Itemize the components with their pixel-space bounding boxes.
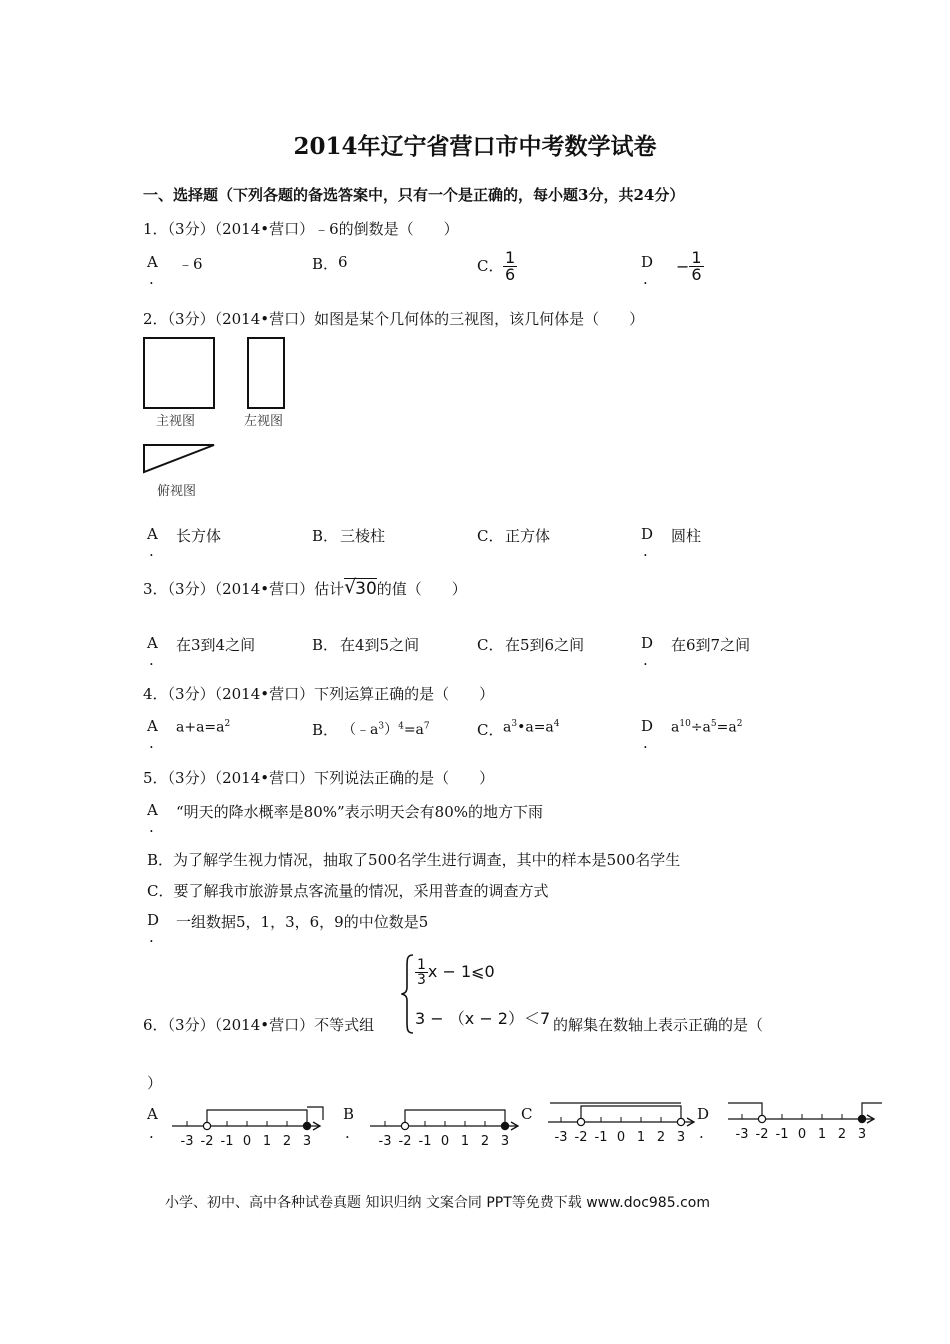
ray-left bbox=[728, 1103, 762, 1119]
q1-option-b-label: B． bbox=[312, 255, 339, 273]
tick-label: 1 bbox=[460, 1134, 470, 1149]
q4-option-c: $a^3•a=a^4$ bbox=[503, 719, 560, 736]
q4-option-d-label: D bbox=[641, 717, 654, 735]
q3-option-d-dot: . bbox=[643, 651, 648, 669]
tick-label: -2 bbox=[755, 1127, 769, 1142]
endpoint-3 bbox=[303, 1122, 310, 1129]
q2-option-a-label: A bbox=[147, 525, 158, 543]
tick-label: -1 bbox=[418, 1134, 432, 1149]
q6-stem-after: 的解集在数轴上表示正确的是（ bbox=[553, 1016, 764, 1034]
q6-option-c-label: C bbox=[521, 1105, 533, 1123]
q4-option-c-label: C． bbox=[477, 721, 504, 739]
tick-label: 3 bbox=[676, 1130, 686, 1145]
tick-label: -2 bbox=[574, 1130, 588, 1145]
q1-d-numerator: 1 bbox=[691, 248, 702, 267]
q1-option-b: 6 bbox=[338, 253, 348, 271]
q3-option-b-label: B． bbox=[312, 636, 339, 654]
tick-label: 1 bbox=[636, 1130, 646, 1145]
section-heading: 一、选择题（下列各题的备选答案中，只有一个是正确的，每小题3分，共24分） bbox=[143, 186, 685, 204]
sqrt-icon: √ bbox=[344, 576, 357, 598]
q2-option-c-label: C． bbox=[477, 527, 504, 545]
endpoint-3 bbox=[858, 1115, 865, 1122]
q5-option-d: 一组数据5，1，3，6，9的中位数是5 bbox=[176, 913, 429, 931]
q1-option-a-label: A bbox=[147, 253, 158, 271]
q6-option-b-dot: . bbox=[345, 1124, 350, 1142]
tick-label: 0 bbox=[797, 1127, 807, 1142]
tick-label: -1 bbox=[220, 1134, 234, 1149]
tick-label: -2 bbox=[398, 1134, 412, 1149]
footer-text: 小学、初中、高中各种试卷真题 知识归纳 文案合同 PPT等免费下载 www.doc985.com bbox=[165, 1195, 710, 1211]
page-title: 2014年辽宁省营口市中考数学试卷 bbox=[293, 133, 657, 160]
front-view-caption: 主视图 bbox=[156, 414, 196, 429]
q4-option-d-dot: . bbox=[643, 734, 648, 752]
q6-option-d-dot: . bbox=[699, 1124, 704, 1142]
tick-label: -3 bbox=[378, 1134, 392, 1149]
endpoint-minus-2 bbox=[203, 1122, 210, 1129]
ray-right bbox=[307, 1107, 323, 1120]
endpoint-3 bbox=[501, 1122, 508, 1129]
tick-label: 3 bbox=[302, 1134, 312, 1149]
solution-bracket bbox=[581, 1106, 681, 1122]
q1-option-c-label: C． bbox=[477, 257, 504, 275]
q1-option-a-dot: . bbox=[149, 270, 154, 288]
number-line-d bbox=[728, 1103, 882, 1142]
endpoint-minus-2 bbox=[577, 1118, 584, 1125]
tick-label: 2 bbox=[480, 1134, 490, 1149]
tick-label: -3 bbox=[735, 1127, 749, 1142]
tick-label: -1 bbox=[594, 1130, 608, 1145]
q3-stem-before: 3．（3分）（2014•营口）估计 bbox=[143, 580, 345, 598]
q5-option-a: “明天的降水概率是80%”表示明天会有80%的地方下雨 bbox=[176, 803, 544, 821]
q1-option-a: ﹣6 bbox=[178, 255, 203, 273]
left-view-caption: 左视图 bbox=[244, 414, 284, 429]
tick-label: -3 bbox=[554, 1130, 568, 1145]
top-view-caption: 俯视图 bbox=[157, 484, 197, 499]
q3-option-a-dot: . bbox=[149, 651, 154, 669]
q2-option-c: 正方体 bbox=[505, 527, 551, 545]
q1-c-denominator: 6 bbox=[505, 265, 516, 284]
q6-stem-end: ） bbox=[147, 1074, 163, 1092]
tick-label: -1 bbox=[775, 1127, 789, 1142]
tick-label: 2 bbox=[837, 1127, 847, 1142]
q4-option-d: $a^{10}\div a^5=a^2$ bbox=[671, 719, 743, 736]
q4-option-a-label: A bbox=[147, 717, 158, 735]
q6-option-a-dot: . bbox=[149, 1124, 154, 1142]
tick-label: 2 bbox=[282, 1134, 292, 1149]
q6-stem-before: 6．（3分）（2014•营口）不等式组 bbox=[143, 1016, 375, 1034]
q3-option-d-label: D bbox=[641, 634, 654, 652]
q1-d-denominator: 6 bbox=[691, 265, 702, 284]
q5-option-a-label: A bbox=[147, 801, 158, 819]
q3-stem-after: 的值（ ） bbox=[376, 580, 467, 598]
q2-option-b-label: B． bbox=[312, 527, 339, 545]
tick-label: 3 bbox=[500, 1134, 510, 1149]
q2-option-a-dot: . bbox=[149, 542, 154, 560]
tick-label: 2 bbox=[656, 1130, 666, 1145]
question-5-stem: 5．（3分）（2014•营口）下列说法正确的是（ ） bbox=[143, 769, 495, 787]
q3-option-a-label: A bbox=[147, 634, 158, 652]
sqrt-radicand: 30 bbox=[355, 579, 377, 599]
q3-option-d: 在6到7之间 bbox=[671, 636, 751, 654]
q4-option-a: $a+a=a^2$ bbox=[176, 719, 231, 736]
q6-option-a-label: A bbox=[147, 1105, 158, 1123]
number-line-a bbox=[172, 1107, 323, 1149]
q5-option-d-dot: . bbox=[149, 928, 154, 946]
q4-option-b: $(﹣a^3)^4=a^7$ bbox=[342, 721, 430, 738]
q3-option-a: 在3到4之间 bbox=[176, 636, 256, 654]
q1-d-sign: − bbox=[676, 256, 690, 276]
tick-label: 1 bbox=[262, 1134, 272, 1149]
q3-option-c: 在5到6之间 bbox=[505, 636, 585, 654]
tick-label: -2 bbox=[200, 1134, 214, 1149]
q2-option-d: 圆柱 bbox=[671, 527, 702, 545]
solution-bracket bbox=[207, 1110, 307, 1126]
solution-bracket bbox=[405, 1110, 505, 1126]
q4-option-a-dot: . bbox=[149, 734, 154, 752]
number-line-c bbox=[548, 1103, 694, 1145]
ineq1-denominator: 3 bbox=[417, 972, 426, 988]
q5-option-d-label: D bbox=[147, 911, 160, 929]
q2-option-d-dot: . bbox=[643, 542, 648, 560]
q1-c-numerator: 1 bbox=[505, 248, 516, 267]
q6-option-d-label: D bbox=[697, 1105, 710, 1123]
question-1-stem: 1．（3分）（2014•营口）﹣6的倒数是（ ） bbox=[143, 220, 459, 238]
q4-option-b-label: B． bbox=[312, 721, 339, 739]
tick-label: 0 bbox=[440, 1134, 450, 1149]
endpoint-3 bbox=[677, 1118, 684, 1125]
q5-option-b: B．为了解学生视力情况，抽取了500名学生进行调查，其中的样本是500名学生 bbox=[147, 851, 681, 869]
q2-option-b: 三棱柱 bbox=[340, 527, 386, 545]
number-line-b bbox=[370, 1110, 518, 1149]
endpoint-minus-2 bbox=[758, 1115, 765, 1122]
question-2-stem: 2．（3分）（2014•营口）如图是某个几何体的三视图，该几何体是（ ） bbox=[143, 310, 645, 328]
q5-option-c: C．要了解我市旅游景点客流量的情况，采用普查的调查方式 bbox=[147, 882, 549, 900]
q1-option-d-dot: . bbox=[643, 270, 648, 288]
q5-option-a-dot: . bbox=[149, 818, 154, 836]
inequality-2: 3 − （x − 2）＜7 bbox=[415, 1009, 551, 1028]
q2-option-d-label: D bbox=[641, 525, 654, 543]
q3-option-b: 在4到5之间 bbox=[340, 636, 420, 654]
tick-label: 0 bbox=[242, 1134, 252, 1149]
endpoint-minus-2 bbox=[401, 1122, 408, 1129]
tick-label: 0 bbox=[616, 1130, 626, 1145]
ineq1-numerator: 1 bbox=[417, 957, 426, 973]
tick-label: -3 bbox=[180, 1134, 194, 1149]
q2-option-a: 长方体 bbox=[176, 527, 222, 545]
tick-label: 1 bbox=[817, 1127, 827, 1142]
ineq1-rest: x − 1⩽0 bbox=[427, 962, 495, 981]
question-4-stem: 4．（3分）（2014•营口）下列运算正确的是（ ） bbox=[143, 685, 495, 703]
q6-option-b-label: B bbox=[343, 1105, 355, 1123]
tick-label: 3 bbox=[857, 1127, 867, 1142]
q3-option-c-label: C． bbox=[477, 636, 504, 654]
q1-option-d-label: D bbox=[641, 253, 654, 271]
